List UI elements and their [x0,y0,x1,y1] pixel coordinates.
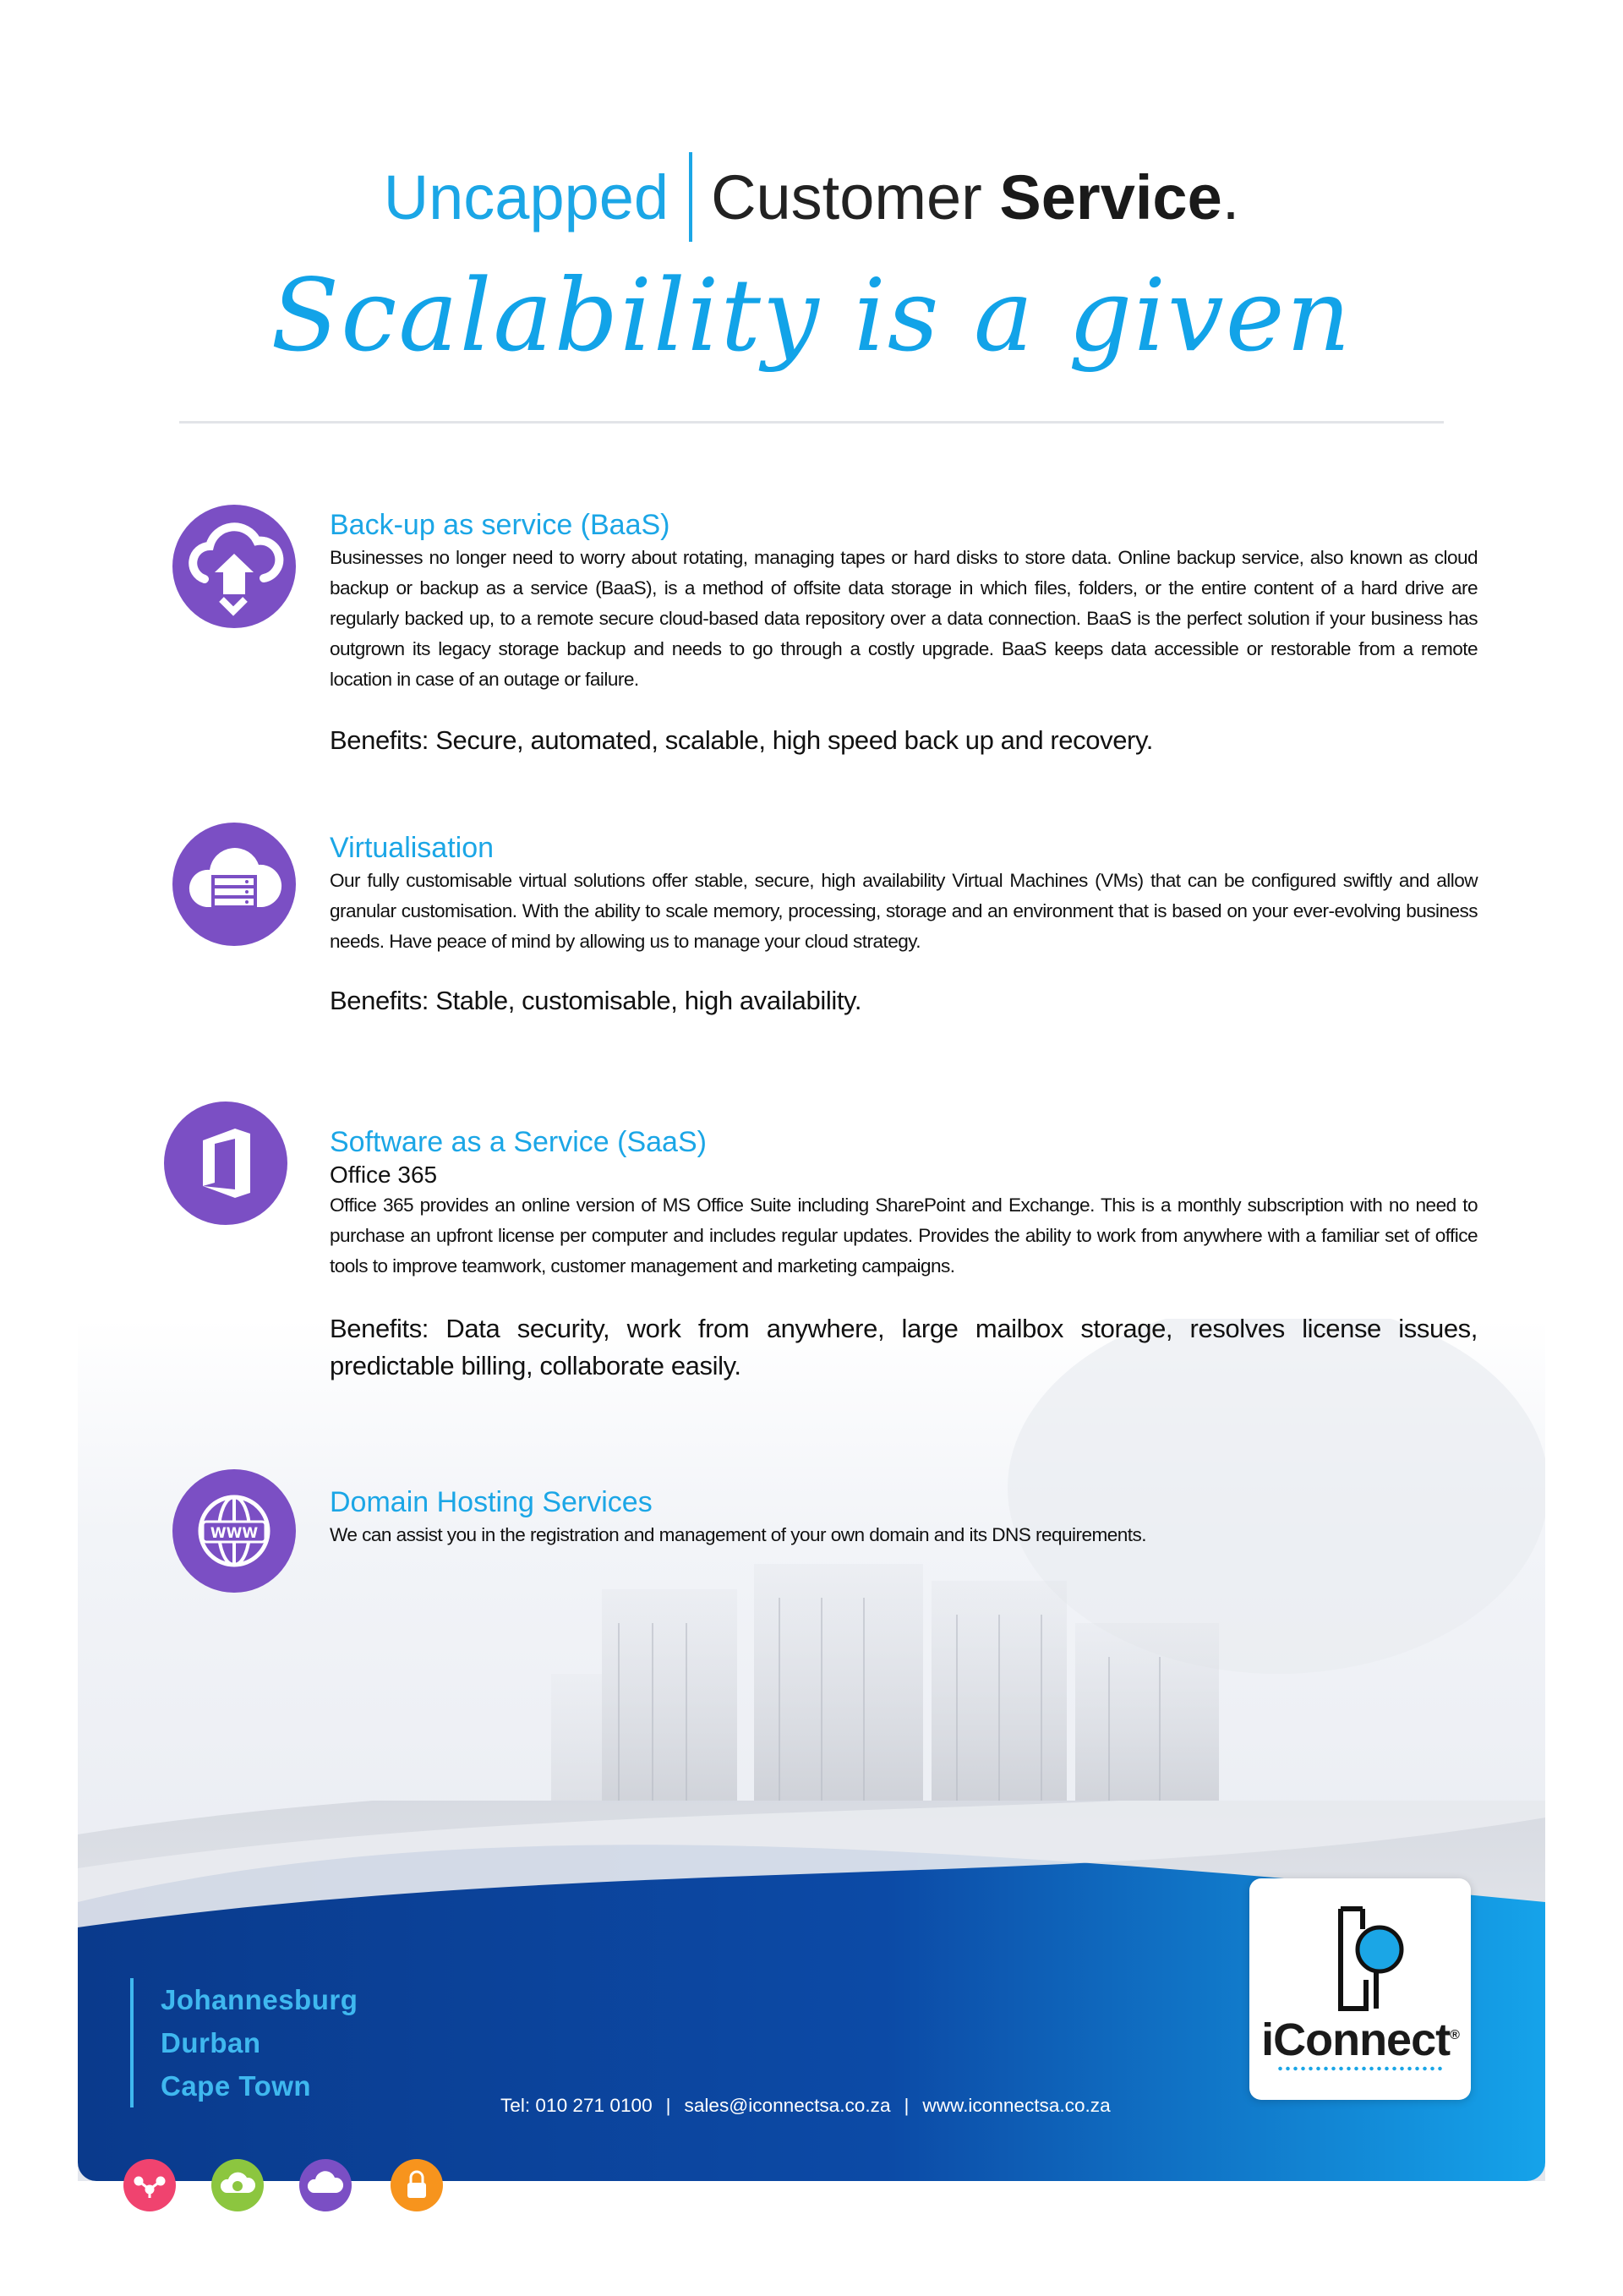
section-saas [330,1124,1478,1385]
section-subtitle: Office 365 [330,1162,438,1188]
section-body: Businesses no longer need to worry about rotating, managing tapes or hard disks to store data. Online backup service, also known as cloud backup or backup as a service (BaaS), is a method of offsite data storage in which files, folders, or the entire content of a hard drive are regularly backed up, to a remote secure cloud-based data repository over a data connection. BaaS is the perfect solution if your business has outgrown its legacy storage backup and needs to go through a costly upgrade. BaaS keeps data accessible or restorable from a remote location in case of an outage or failure. [330,547,1478,690]
office-icon [164,1102,287,1225]
title-customer: Customer [711,162,1000,232]
section-benefits: Benefits: Secure, automated, scalable, high speed back up and recovery. [330,725,1153,755]
logo-wordmark: iConnect® [1261,2014,1459,2065]
header-divider [179,421,1444,424]
lock-icon [391,2159,443,2211]
cloud-icon [299,2159,352,2211]
section-domain-hosting [330,1484,1478,1550]
section-benefits: Benefits: Stable, customisable, high availability. [330,986,862,1015]
website-link[interactable]: www.iconnectsa.co.za [922,2095,1111,2116]
office-locations [130,1978,358,2107]
section-title: Back-up as service (BaaS) [330,509,670,541]
network-icon [123,2159,176,2211]
section-baas [330,507,1478,759]
section-title: Domain Hosting Services [330,1486,653,1518]
city-cape-town: Cape Town [161,2070,312,2102]
separator: | [904,2095,910,2116]
title-divider [689,152,692,242]
title-service: Service [999,162,1222,232]
contact-line [500,2093,1111,2118]
section-body: Office 365 provides an online version of MS Office Suite including SharePoint and Exchange. This is a monthly subscription with no need to purchase an upfront license per computer and includes regular updates. Provides the ability to work from anywhere with a familiar set of office tools to improve teamwork, customer management and marketing campaigns. [330,1194,1478,1276]
www-globe-icon [172,1469,296,1593]
cloud-backup-icon [172,505,296,628]
title-period: . [1221,162,1240,232]
iconnect-logo [1249,1878,1471,2100]
section-title: Virtualisation [330,832,495,864]
city-johannesburg: Johannesburg [161,1984,358,2015]
section-benefits: Benefits: Data security, work from anywhere, large mailbox storage, resolves license issues, predictable billing, collaborate easily. [330,1314,1478,1380]
section-body: We can assist you in the registration and management of your own domain and its DNS requirements. [330,1524,1146,1545]
title-uncapped: Uncapped [383,162,669,232]
email-link[interactable]: sales@iconnectsa.co.za [684,2095,891,2116]
phone-number: Tel: 010 271 0100 [500,2095,653,2116]
page-title [0,157,1623,247]
cloud-phone-icon [211,2159,264,2211]
section-title: Software as a Service (SaaS) [330,1126,707,1158]
separator: | [665,2095,671,2116]
city-durban: Durban [161,2027,261,2058]
section-virtualisation [330,830,1478,1020]
logo-dotted-underline [1276,2066,1444,2071]
www-label: WWW [210,1525,259,1542]
section-body: Our fully customisable virtual solutions offer stable, secure, high availability Virtual Machines (VMs) that can be configured swiftly and allow granular customisation. With the ability to scale memory, processing, storage and an environment that is based on your ever-evolving business needs. Have peace of mind by allowing us to manage your cloud strategy. [330,870,1478,952]
script-tagline: Scalability is a given [270,257,1352,374]
cloud-server-icon [172,823,296,946]
